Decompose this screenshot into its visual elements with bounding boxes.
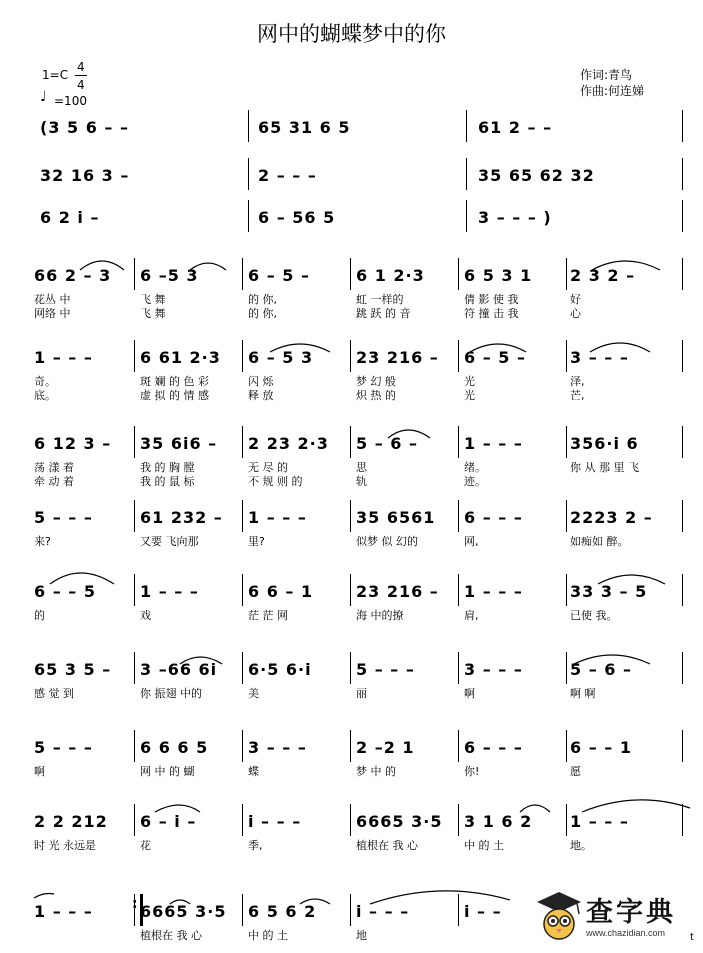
measure-notes: 2 23 2·3 bbox=[248, 434, 329, 453]
measure-notes: 66 2 – 3 bbox=[34, 266, 112, 285]
lyric-text: 轨 bbox=[356, 475, 367, 488]
lyric-text: 炽 热 的 bbox=[356, 389, 396, 402]
measure-notes: 65 3 5 – bbox=[34, 660, 112, 679]
slur bbox=[80, 261, 124, 270]
time-signature-bottom: 4 bbox=[77, 78, 85, 92]
measure-notes: 3 1 6 2 bbox=[464, 812, 533, 831]
slur bbox=[190, 263, 226, 270]
slur bbox=[34, 894, 54, 899]
measure-notes: 1 – – – bbox=[34, 902, 93, 921]
lyric-text: 不 规 则 的 bbox=[248, 475, 303, 488]
measure-notes: 1 – – – bbox=[140, 582, 199, 601]
slur bbox=[470, 344, 526, 352]
measure-notes: 6 – 5 – bbox=[464, 348, 526, 367]
lyric-text: 蝶 bbox=[248, 765, 259, 778]
lyric-text: 季, bbox=[248, 839, 263, 852]
lyric-text: 似梦 似 幻的 bbox=[356, 535, 418, 548]
watermark-title: 查字典 bbox=[586, 897, 676, 928]
measure-notes: 3 – – – ) bbox=[478, 208, 552, 227]
lyric-text: 跳 跃 的 音 bbox=[356, 307, 411, 320]
measure-notes: 1 – – – bbox=[464, 582, 523, 601]
lyric-text: 花丛 中 bbox=[34, 293, 71, 306]
lyric-text: 又要 飞向那 bbox=[140, 535, 199, 548]
lyric-text: 啊 bbox=[34, 765, 45, 778]
measure-notes: 3 –66 6i bbox=[140, 660, 218, 679]
measure-notes: 2223 2 – bbox=[570, 508, 653, 527]
lyric-text: 如痴如 醉。 bbox=[570, 535, 629, 548]
slur bbox=[370, 891, 510, 904]
lyric-text: 啊 bbox=[464, 687, 475, 700]
slur bbox=[598, 575, 665, 584]
measure-notes: 5 – – – bbox=[356, 660, 415, 679]
lyric-text: 奇。 bbox=[34, 375, 56, 388]
measure-notes: 61 2 – – bbox=[478, 118, 553, 137]
page-title: 网中的蝴蝶梦中的你 bbox=[257, 22, 446, 46]
lyric-text: 飞 舞 bbox=[140, 293, 166, 306]
lyric-text: 闪 烁 bbox=[248, 375, 274, 388]
lyric-text: 网 中 的 蝴 bbox=[140, 765, 195, 778]
lyric-text: 啊 啊 bbox=[570, 687, 596, 700]
measure-notes: 6665 3·5 bbox=[356, 812, 443, 831]
lyric-text: 芒, bbox=[570, 389, 585, 402]
lyric-text: 丽 bbox=[356, 687, 367, 700]
lyric-text: 的 你, bbox=[248, 307, 277, 320]
lyric-text: 来? bbox=[34, 535, 51, 548]
measure-notes: 61 232 – bbox=[140, 508, 223, 527]
slur bbox=[520, 805, 550, 812]
measure-notes: 65 31 6 5 bbox=[258, 118, 351, 137]
lyric-text: 思 bbox=[356, 461, 367, 474]
measure-notes: 1 – – – bbox=[248, 508, 307, 527]
measure-notes: 6 – – 1 bbox=[570, 738, 632, 757]
lyric-text: 地。 bbox=[570, 839, 592, 852]
lyric-text: 花 bbox=[140, 839, 151, 852]
measure-notes: 6 2 i – bbox=[40, 208, 100, 227]
slur bbox=[155, 805, 200, 812]
measure-notes: 6 –5 3 bbox=[140, 266, 199, 285]
measure-notes: 6 6 6 5 bbox=[140, 738, 209, 757]
measure-notes: 33 3 – 5 bbox=[570, 582, 648, 601]
lyric-text: 牵 动 着 bbox=[34, 475, 74, 488]
measure-notes: 6 – 5 – bbox=[248, 266, 310, 285]
lyric-text: 梦 幻 般 bbox=[356, 375, 396, 388]
lyric-text: 肩, bbox=[464, 609, 479, 622]
measure-notes: i – – bbox=[464, 902, 502, 921]
measure-notes: 32 16 3 – bbox=[40, 166, 130, 185]
measure-notes: 6 61 2·3 bbox=[140, 348, 221, 367]
tempo-mark: =100 bbox=[54, 94, 87, 108]
measure-notes: 6 – – – bbox=[464, 738, 523, 757]
lyric-text: 你 从 那 里 飞 bbox=[570, 461, 639, 474]
lyric-text: 心 bbox=[570, 307, 581, 320]
lyric-text: 的 你, bbox=[248, 293, 277, 306]
measure-notes: 5 – 6 – bbox=[356, 434, 418, 453]
lyric-text: 植根在 我 心 bbox=[356, 839, 418, 852]
lyric-text: 虚 拟 的 情 感 bbox=[140, 389, 209, 402]
lyric-text: 绪。 bbox=[464, 461, 486, 474]
lyric-text: 已使 我。 bbox=[570, 609, 618, 622]
watermark-logo bbox=[532, 888, 698, 946]
measure-notes: 2 3 2 – bbox=[570, 266, 636, 285]
time-signature-top: 4 bbox=[77, 60, 85, 74]
lyric-text: 的 bbox=[34, 609, 45, 622]
measure-notes: i – – – bbox=[248, 812, 302, 831]
measure-notes: 6 – – 5 bbox=[34, 582, 96, 601]
slur bbox=[300, 899, 330, 904]
slur bbox=[582, 800, 690, 812]
measure-notes: 5 – 6 – bbox=[570, 660, 632, 679]
lyric-text: 我 的 胸 膛 bbox=[140, 461, 195, 474]
repeat-dots: : bbox=[132, 896, 139, 912]
lyric-text: 中 的 土 bbox=[464, 839, 504, 852]
slur bbox=[388, 430, 430, 438]
lyric-text: 虹 一样的 bbox=[356, 293, 404, 306]
measure-notes: 6 5 3 1 bbox=[464, 266, 533, 285]
measure-notes: 5 – – – bbox=[34, 508, 93, 527]
slur bbox=[574, 655, 650, 664]
measure-notes: 6 1 2·3 bbox=[356, 266, 425, 285]
measure-notes: i – – – bbox=[356, 902, 410, 921]
lyric-text: 泽, bbox=[570, 375, 585, 388]
measure-notes: 3 – – – bbox=[464, 660, 523, 679]
lyric-text: 美 bbox=[248, 687, 259, 700]
measure-notes: 23 216 – bbox=[356, 582, 439, 601]
measure-notes: 2 –2 1 bbox=[356, 738, 415, 757]
owl-mascot-icon bbox=[532, 888, 586, 946]
slur bbox=[50, 573, 114, 584]
measure-notes: 2 – – – bbox=[258, 166, 317, 185]
measure-notes: (3 5 6 – – bbox=[40, 118, 129, 137]
measure-notes: 356·i 6 bbox=[570, 434, 639, 453]
lyric-text: 里? bbox=[248, 535, 265, 548]
measure-notes: 6 – i – bbox=[140, 812, 197, 831]
measure-notes: 6 12 3 – bbox=[34, 434, 112, 453]
measure-notes: 6 – 56 5 bbox=[258, 208, 336, 227]
lyricist-credit: 作词:青鸟 bbox=[580, 68, 633, 82]
slur bbox=[170, 900, 190, 904]
measure-notes: 3 – – – bbox=[570, 348, 629, 367]
slur bbox=[590, 343, 650, 352]
measure-notes: 6·5 6·i bbox=[248, 660, 312, 679]
measure-notes: 6 5 6 2 bbox=[248, 902, 317, 921]
lyric-text: 茫 茫 网 bbox=[248, 609, 288, 622]
measure-notes: 5 – – – bbox=[34, 738, 93, 757]
quarter-note-icon: ♩ bbox=[40, 89, 47, 105]
lyric-text: 戏 bbox=[140, 609, 151, 622]
measure-notes: 3 – – – bbox=[248, 738, 307, 757]
key-signature: 1=C bbox=[42, 68, 69, 82]
lyric-text: 符 撞 击 我 bbox=[464, 307, 519, 320]
measure-notes: 35 6561 bbox=[356, 508, 436, 527]
measure-notes: 23 216 – bbox=[356, 348, 439, 367]
lyric-text: 好 bbox=[570, 293, 581, 306]
measure-notes: 1 – – – bbox=[34, 348, 93, 367]
watermark-url: www.chazidian.com bbox=[586, 928, 666, 938]
measure-notes: 2 2 212 bbox=[34, 812, 108, 831]
lyric-text: 释 放 bbox=[248, 389, 274, 402]
measure-notes: 6665 3·5 bbox=[140, 902, 227, 921]
lyric-text: 植根在 我 心 bbox=[140, 929, 202, 942]
lyric-text: 迹。 bbox=[464, 475, 486, 488]
lyric-text: 中 的 土 bbox=[248, 929, 288, 942]
lyric-text: 愿 bbox=[570, 765, 581, 778]
measure-notes: 1 – – – bbox=[464, 434, 523, 453]
measure-notes: 35 65 62 32 bbox=[478, 166, 595, 185]
lyric-text: 海 中的撩 bbox=[356, 609, 404, 622]
measure-notes: 1 – – – bbox=[570, 812, 629, 831]
lyric-text: 无 尽 的 bbox=[248, 461, 288, 474]
measure-notes: 6 6 – 1 bbox=[248, 582, 314, 601]
lyric-text: 底。 bbox=[34, 389, 56, 402]
slur bbox=[270, 344, 330, 352]
lyric-text: 飞 舞 bbox=[140, 307, 166, 320]
composer-credit: 作曲:何连娣 bbox=[580, 84, 645, 98]
lyric-text: 感 觉 到 bbox=[34, 687, 74, 700]
lyric-text: 你! bbox=[464, 765, 480, 778]
lyric-text: 倩 影 使 我 bbox=[464, 293, 519, 306]
slur bbox=[592, 261, 660, 270]
lyric-text: 斑 斓 的 色 彩 bbox=[140, 375, 209, 388]
lyric-text: 光 bbox=[464, 389, 475, 402]
lyric-text: 荡 漾 着 bbox=[34, 461, 74, 474]
lyric-text: 梦 中 的 bbox=[356, 765, 396, 778]
measure-notes: 6 – 5 3 bbox=[248, 348, 314, 367]
slur bbox=[180, 657, 222, 664]
lyric-text: 你 振翅 中的 bbox=[140, 687, 202, 700]
lyric-text: 网, bbox=[464, 535, 479, 548]
lyric-text: 网络 中 bbox=[34, 307, 71, 320]
measure-notes: 35 6i6 – bbox=[140, 434, 218, 453]
lyric-text: 我 的 鼠 标 bbox=[140, 475, 195, 488]
lyric-text: 地 bbox=[356, 929, 367, 942]
measure-notes: 6 – – – bbox=[464, 508, 523, 527]
lyric-text: 时 光 永远是 bbox=[34, 839, 96, 852]
watermark-edge-text: t bbox=[690, 932, 694, 943]
lyric-text: 光 bbox=[464, 375, 475, 388]
